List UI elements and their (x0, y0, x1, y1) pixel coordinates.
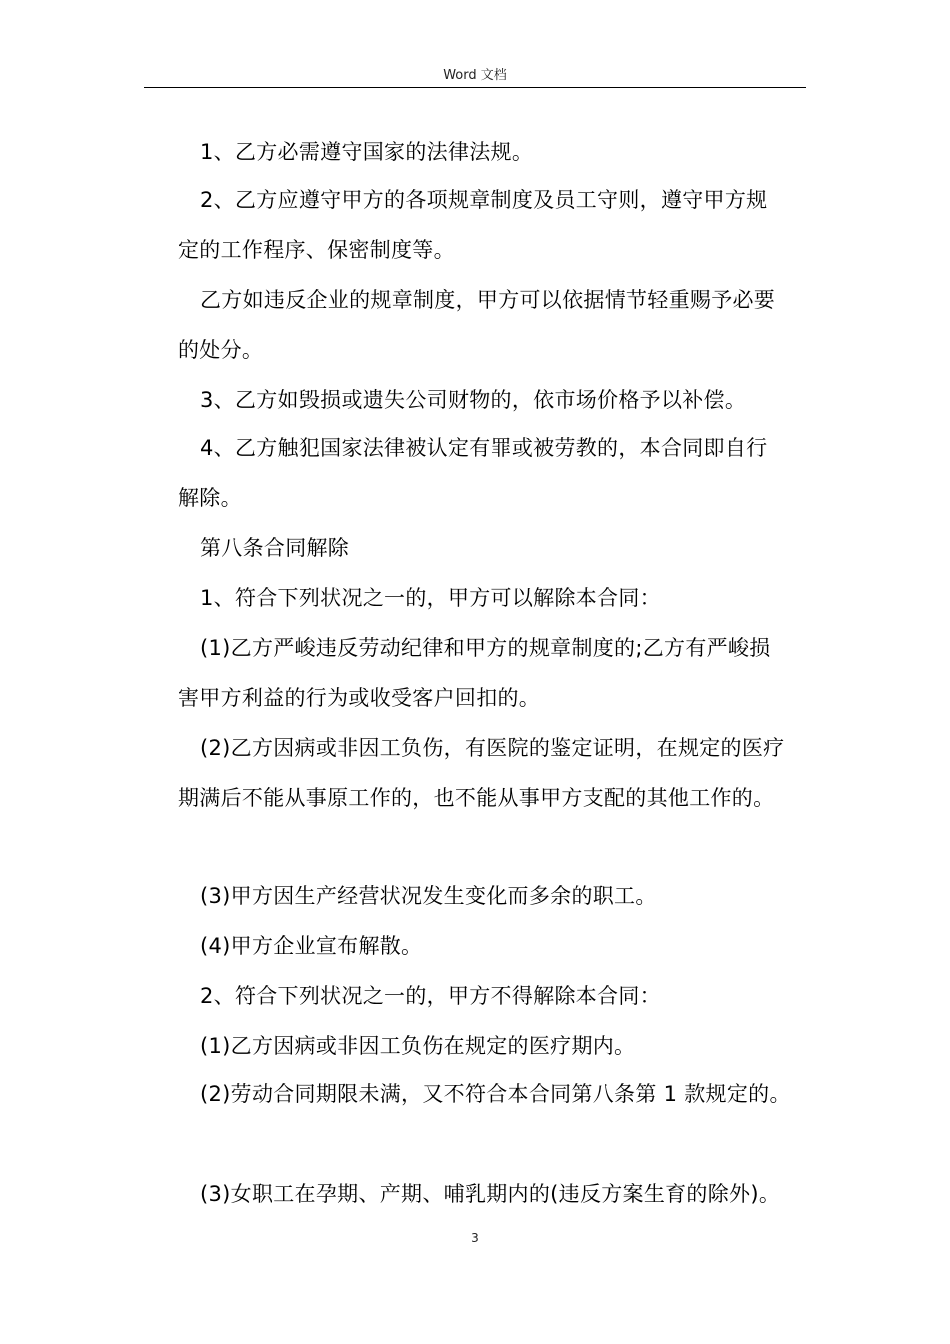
paragraph-line: 2、符合下列状况之一的，甲方不得解除本合同： (200, 984, 661, 1008)
paragraph-line: 乙方如违反企业的规章制度，甲方可以依据情节轻重赐予必要 (200, 288, 776, 312)
paragraph-line: 1、乙方必需遵守国家的法律法规。 (200, 140, 534, 164)
document-header-title: Word 文档 (443, 68, 507, 83)
paragraph-line: 解除。 (178, 486, 242, 510)
paragraph-line: (2)劳动合同期限未满，又不符合本合同第八条第 1 款规定的。 (200, 1082, 791, 1106)
section-heading: 第八条合同解除 (200, 536, 350, 560)
paragraph-line: 期满后不能从事原工作的，也不能从事甲方支配的其他工作的。 (178, 786, 775, 810)
paragraph-line: 4、乙方触犯国家法律被认定有罪或被劳教的，本合同即自行 (200, 436, 768, 460)
paragraph-line: 2、乙方应遵守甲方的各项规章制度及员工守则，遵守甲方规 (200, 188, 768, 212)
paragraph-line: 的处分。 (178, 338, 264, 362)
paragraph-line: 1、符合下列状况之一的，甲方可以解除本合同： (200, 586, 661, 610)
paragraph-line: (3)甲方因生产经营状况发生变化而多余的职工。 (200, 884, 657, 908)
header-divider (144, 87, 806, 88)
paragraph-line: 3、乙方如毁损或遗失公司财物的，依市场价格予以补偿。 (200, 388, 747, 412)
paragraph-line: (1)乙方严峻违反劳动纪律和甲方的规章制度的;乙方有严峻损 (200, 636, 771, 660)
paragraph-line: (2)乙方因病或非因工负伤，有医院的鉴定证明，在规定的医疗 (200, 736, 785, 760)
page-number: 3 (471, 1231, 479, 1245)
paragraph-line: (1)乙方因病或非因工负伤在规定的医疗期内。 (200, 1034, 636, 1058)
paragraph-line: 定的工作程序、保密制度等。 (178, 238, 455, 262)
paragraph-line: (3)女职工在孕期、产期、哺乳期内的(违反方案生育的除外)。 (200, 1182, 781, 1206)
paragraph-line: (4)甲方企业宣布解散。 (200, 934, 423, 958)
paragraph-line: 害甲方利益的行为或收受客户回扣的。 (178, 686, 541, 710)
